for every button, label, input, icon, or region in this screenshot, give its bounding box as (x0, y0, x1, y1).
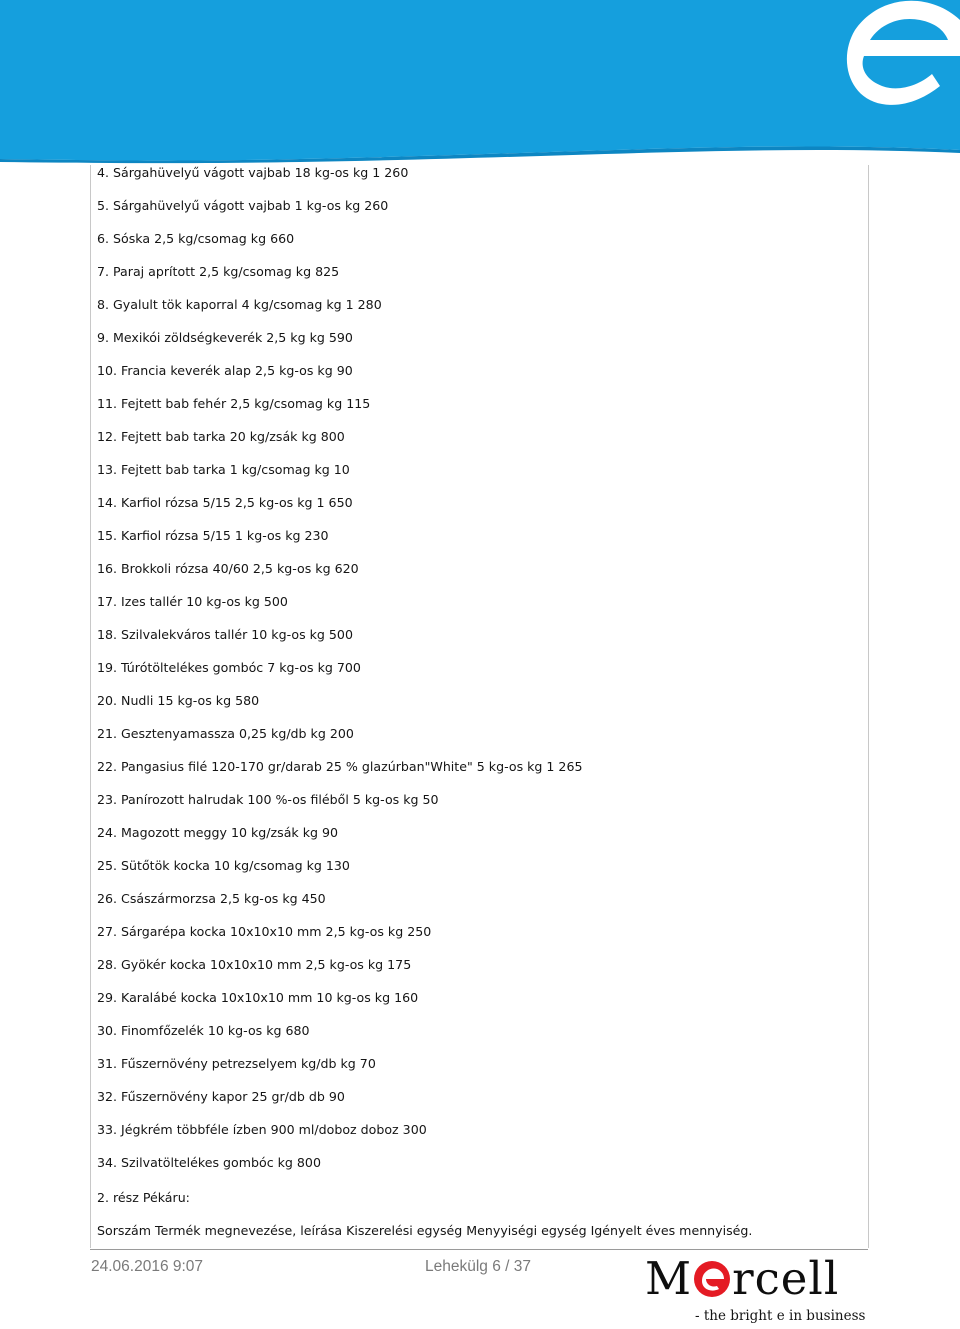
logo-word-end: rcell (732, 1252, 840, 1305)
list-item: 33. Jégkrém többféle ízben 900 ml/doboz doboz 300 (97, 1122, 427, 1137)
logo-e-icon (693, 1260, 731, 1298)
list-item: 24. Magozott meggy 10 kg/zsák kg 90 (97, 825, 339, 840)
list-item: 11. Fejtett bab fehér 2,5 kg/csomag kg 115 (97, 396, 371, 411)
logo-word-start: M (645, 1252, 693, 1305)
list-item: 34. Szilvatöltelékes gombóc kg 800 (97, 1155, 321, 1170)
list-item: 15. Karfiol rózsa 5/15 1 kg-os kg 230 (97, 528, 329, 543)
list-item: 23. Panírozott halrudak 100 %-os filéből 5 kg-os kg 50 (97, 792, 439, 807)
list-item: 6. Sóska 2,5 kg/csomag kg 660 (97, 231, 295, 246)
list-item: 32. Fűszernövény kapor 25 gr/db db 90 (97, 1089, 345, 1104)
list-item: 21. Gesztenyamassza 0,25 kg/db kg 200 (97, 726, 354, 741)
list-item: 19. Túrótöltelékes gombóc 7 kg-os kg 700 (97, 660, 361, 675)
list-item: 9. Mexikói zöldségkeverék 2,5 kg kg 590 (97, 330, 353, 345)
footer-page-number: Lehekülg 6 / 37 (425, 1258, 532, 1275)
list-item: 27. Sárgarépa kocka 10x10x10 mm 2,5 kg-os kg 250 (97, 924, 432, 939)
list-item: 25. Sütőtök kocka 10 kg/csomag kg 130 (97, 858, 350, 873)
column-headers-line: Sorszám Termék megnevezése, leírása Kiszerelési egység Menyyiségi egység Igényelt éves mennyiség. (97, 1223, 753, 1238)
section-title: 2. rész Pékáru: (97, 1190, 190, 1205)
list-item: 22. Pangasius filé 120-170 gr/darab 25 % glazúrban"White" 5 kg-os kg 1 265 (97, 759, 583, 774)
list-item: 16. Brokkoli rózsa 40/60 2,5 kg-os kg 620 (97, 561, 359, 576)
header-band (0, 0, 960, 165)
list-item: 20. Nudli 15 kg-os kg 580 (97, 693, 260, 708)
footer-divider (90, 1249, 868, 1250)
list-item: 26. Császármorzsa 2,5 kg-os kg 450 (97, 891, 326, 906)
list-item: 17. Izes tallér 10 kg-os kg 500 (97, 594, 288, 609)
list-item: 30. Finomfőzelék 10 kg-os kg 680 (97, 1023, 310, 1038)
list-item: 13. Fejtett bab tarka 1 kg/csomag kg 10 (97, 462, 350, 477)
list-item: 14. Karfiol rózsa 5/15 2,5 kg-os kg 1 650 (97, 495, 353, 510)
list-item: 29. Karalábé kocka 10x10x10 mm 10 kg-os kg 160 (97, 990, 419, 1005)
item-list (97, 165, 582, 1188)
footer-date: 24.06.2016 9:07 (91, 1258, 204, 1275)
list-item: 10. Francia keverék alap 2,5 kg-os kg 90 (97, 363, 353, 378)
list-item: 5. Sárgahüvelyű vágott vajbab 1 kg-os kg 260 (97, 198, 389, 213)
logo-wordmark (645, 1253, 839, 1305)
list-item: 12. Fejtett bab tarka 20 kg/zsák kg 800 (97, 429, 345, 444)
list-item: 28. Gyökér kocka 10x10x10 mm 2,5 kg-os kg 175 (97, 957, 412, 972)
list-item: 18. Szilvalekváros tallér 10 kg-os kg 500 (97, 627, 353, 642)
list-item: 31. Fűszernövény petrezselyem kg/db kg 70 (97, 1056, 376, 1071)
header-wave-graphic (0, 0, 960, 165)
list-item: 4. Sárgahüvelyű vágott vajbab 18 kg-os kg 1 260 (97, 165, 409, 180)
list-item: 8. Gyalult tök kaporral 4 kg/csomag kg 1 280 (97, 297, 382, 312)
logo-tagline: - the bright e in business (695, 1308, 866, 1324)
list-item: 7. Paraj aprított 2,5 kg/csomag kg 825 (97, 264, 340, 279)
company-logo (645, 1253, 875, 1329)
